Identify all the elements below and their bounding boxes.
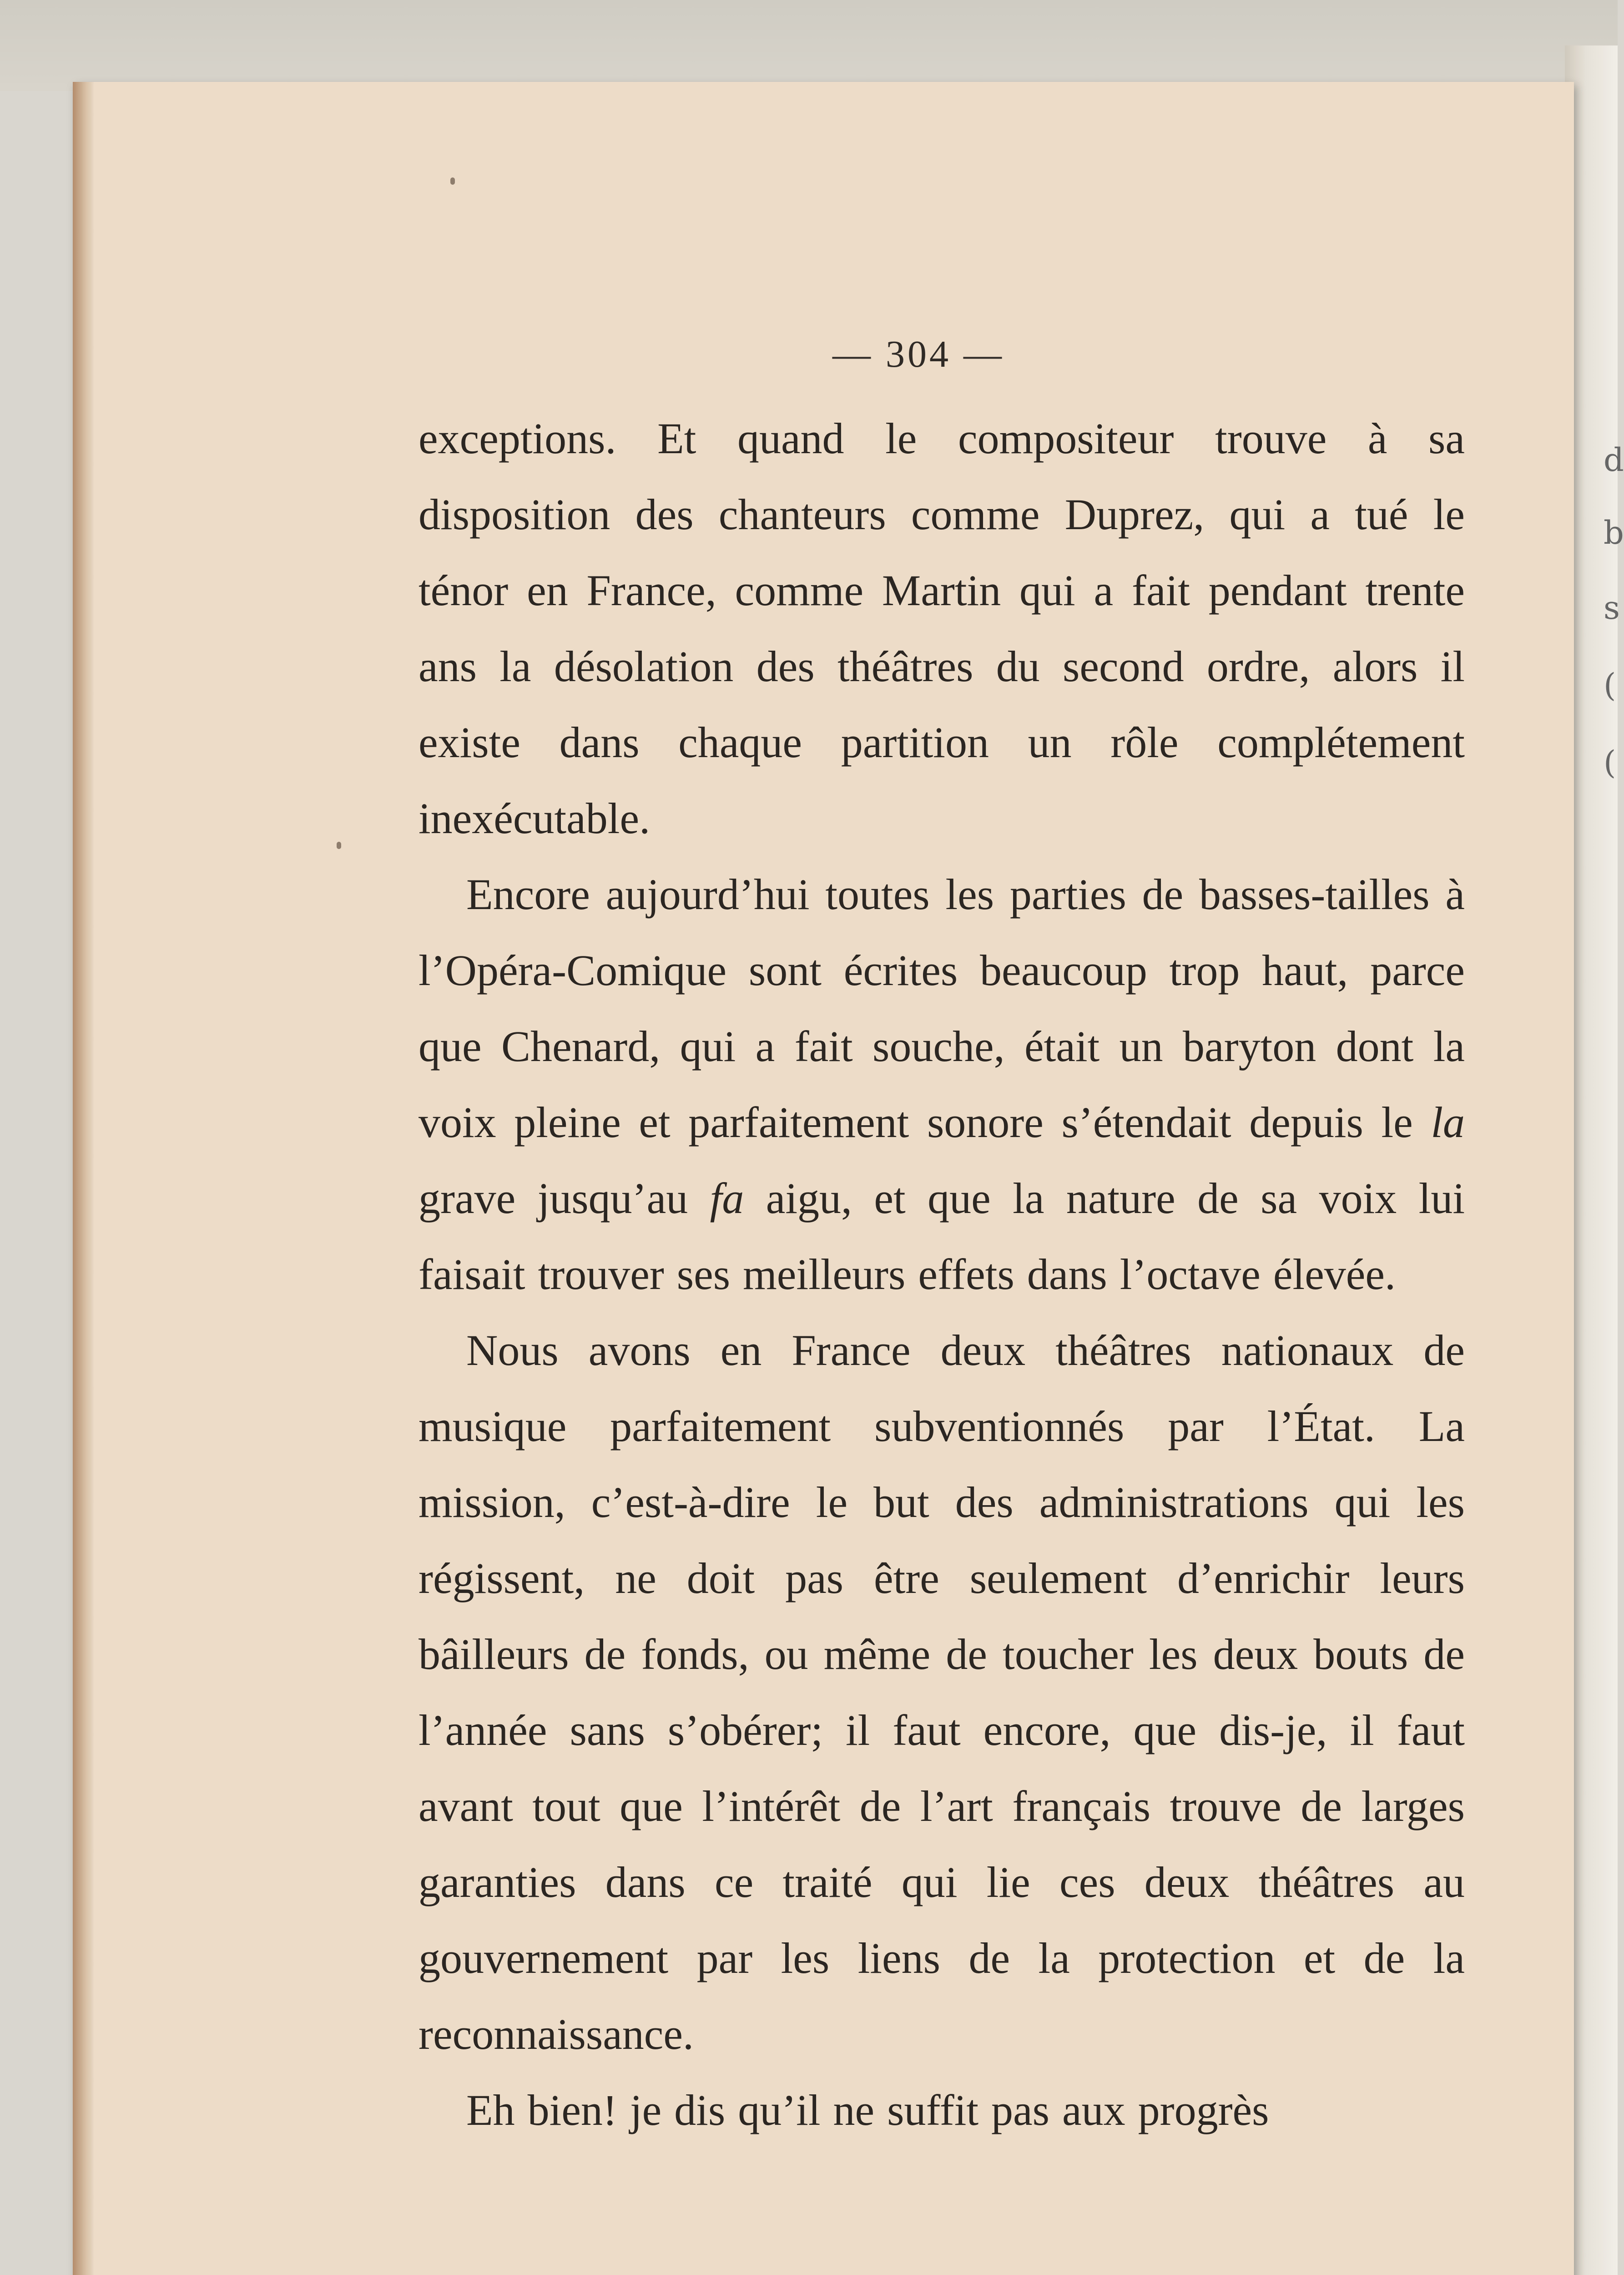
italic-note-name: fa	[710, 1174, 744, 1223]
paragraph-text: Encore aujourd’hui toutes les parties de basses-tailles à l’Opéra-Comique sont écrites beaucoup trop haut, parce que Chenard, qui a fait souche, était un baryton dont la voix pleine et parfaitement sonore s’étendait depuis le	[419, 870, 1465, 1147]
paragraph: exceptions. Et quand le compositeur trouve à sa disposition des chanteurs comme Duprez, qui a tué le ténor en France, comme Martin qui a fait pendant trente ans la désolation des théâtres du second ordre, alors il existe dans chaque partition un rôle complétement inexécutable.	[419, 414, 1465, 843]
paragraph-text: aigu, et que la nature de sa voix lui faisait trouver ses meilleurs effets dans l’octave élevée.	[419, 1174, 1465, 1299]
page-number-header: — 304 —	[832, 333, 1004, 375]
adjacent-page-letter: s	[1604, 589, 1620, 627]
paragraph: Eh bien! je dis qu’il ne suffit pas aux progrès	[466, 2086, 1269, 2134]
paragraph: Nous avons en France deux théâtres nationaux de musique parfaitement subventionnés par l’État. La mission, c’est-à-dire le but des administrations qui les régissent, ne doit pas être seulement d’enrichir leurs bâilleurs de fonds, ou même de toucher les deux bouts de l’année sans s’obérer; il faut encore, que dis-je, il faut avant tout que l’intérêt de l’art français trouve de larges garanties dans ce traité qui lie ces deux théâtres au gouvernement par les liens de la protection et de la reconnaissance.	[419, 1326, 1465, 2058]
adjacent-page-letter: (	[1604, 744, 1616, 781]
paper-speck	[337, 842, 341, 849]
adjacent-page-letter: b	[1604, 514, 1624, 551]
scan-background-top	[0, 0, 1618, 91]
paragraph-text: grave jusqu’au	[419, 1174, 710, 1223]
body-text	[419, 400, 1465, 2148]
page-left-edge	[73, 82, 94, 2275]
adjacent-page-letter: (	[1604, 667, 1616, 704]
italic-note-name: la	[1431, 1098, 1465, 1147]
paper-speck	[450, 177, 455, 185]
paragraph	[419, 856, 1465, 1312]
adjacent-page-letter: d	[1604, 441, 1624, 479]
